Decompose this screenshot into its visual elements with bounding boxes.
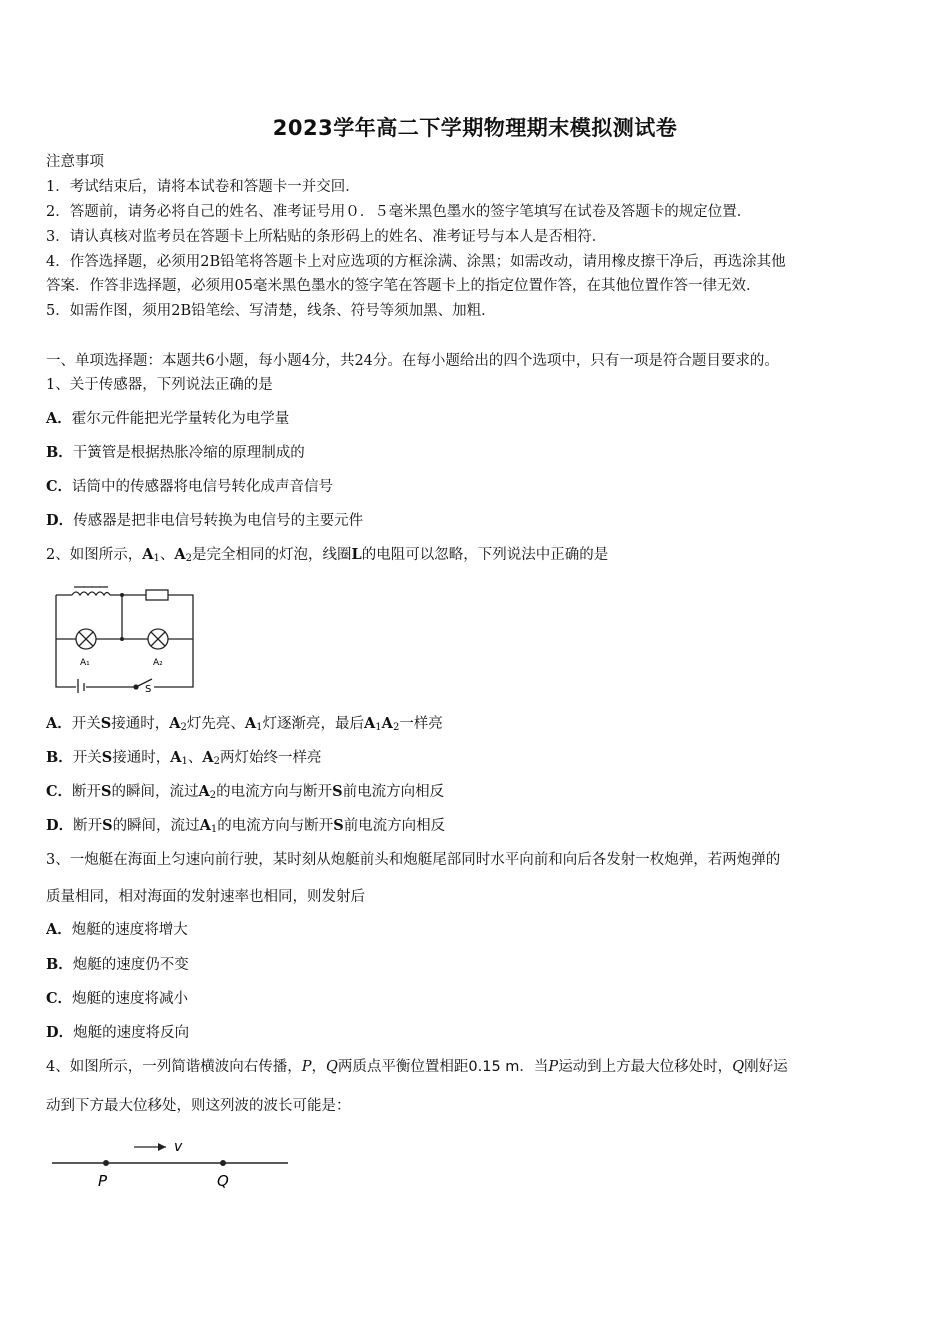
velocity-label: v [174,1139,183,1155]
notice-heading: 注意事项 [46,154,104,170]
option-label: D． [46,512,74,529]
option-text: 断开 [73,818,103,834]
option-text: 开关 [72,750,102,766]
option-text: 炮艇的速度仍不变 [72,957,189,973]
lamp-symbol: A [364,715,376,732]
question-2-stem [46,545,608,569]
switch-symbol: S [101,749,113,766]
option-label: C． [46,478,73,495]
section-heading: 一、单项选择题：本题共6小题，每小题4分，共24分。在每小题给出的四个选项中，只有一项是符合题目要求的。 [46,353,779,369]
notice-item: 答案．作答非选择题，必须用05毫米黑色墨水的签字笔在答题卡上的指定位置作答，在其他位置作答一律无效． [46,278,761,294]
notice-item: 4．作答选择题，必须用2B铅笔将答题卡上对应选项的方框涂满、涂黑；如需改动，请用橡皮擦干净后，再选涂其他 [46,254,786,270]
lamp-symbol: A [244,715,257,732]
q2-option-b [46,748,322,772]
switch-symbol: S [332,783,343,800]
subscript: 2 [213,756,221,767]
q1-option-b [46,443,305,463]
option-text: 炮艇的速度将增大 [71,922,188,938]
switch-symbol: S [100,715,112,732]
q3-option-b [46,955,189,975]
q3-option-d [46,1023,189,1043]
subscript: 2 [185,553,193,564]
stem-text: ， [311,1059,326,1075]
option-text: 霍尔元件能把光学量转化为电学量 [71,411,290,427]
subscript: 2 [392,722,400,733]
stem-text: 、 [159,547,175,563]
option-label: C． [46,990,73,1007]
point-q [220,1160,226,1166]
lamp-symbol: A [202,749,214,766]
point-p-label: P [98,1172,108,1190]
subscript: 1 [210,824,218,835]
option-text: 灯逐渐亮，最后 [262,716,365,732]
lamp-symbol: A [198,783,210,800]
option-text: 接通时， [111,716,170,732]
stem-text: 的电阻可以忽略，下列说法中正确的是 [361,547,609,563]
notice-item: 1．考试结束后，请将本试卷和答题卡一并交回． [46,179,360,195]
stem-text: 是完全相同的灯泡，线圈 [192,547,352,563]
circuit-diagram [50,583,200,693]
option-text: 传感器是把非电信号转换为电信号的主要元件 [73,513,364,529]
q2-option-d [46,816,445,840]
question-3-stem: 3、一炮艇在海面上匀速向前行驶，某时刻从炮艇前头和炮艇尾部同时水平向前和向后各发射一枚炮弹，若两炮弹的 [46,852,781,868]
question-1-stem: 1、关于传感器，下列说法正确的是 [46,377,273,393]
option-text: 前电流方向相反 [342,784,445,800]
inductor-coil [72,592,110,595]
point-symbol: Q [326,1059,338,1075]
q1-option-d [46,511,363,531]
point-p [103,1160,109,1166]
option-label: B． [46,444,73,461]
notice-item: 5．如需作图，须用2B铅笔绘、写清楚，线条、符号等须加黑、加粗． [46,303,496,319]
stem-text: 4、如图所示，一列简谐横波向右传播， [46,1059,302,1075]
question-4-stem [46,1057,788,1077]
option-label: C． [46,783,73,800]
stem-text: 2、如图所示， [46,547,143,563]
subscript: 1 [256,722,263,733]
junction-dot [120,593,124,597]
subscript: 1 [153,553,160,564]
lamp-symbol: A [199,817,211,834]
option-text: 两灯始终一样亮 [220,750,322,766]
option-label: B． [46,749,73,766]
lamp-symbol: A [174,546,186,563]
question-4-stem-cont: 动到下方最大位移处，则这列波的波长可能是： [46,1098,351,1114]
notice-item: 2．答题前，请务必将自己的姓名、准考证号用０．５毫米黑色墨水的签字笔填写在试卷及答题卡的规定位置． [46,204,752,220]
distance-value: 0.15 m [468,1059,520,1075]
q3-option-a [46,920,188,940]
notice-item: 3．请认真核对监考员在答题卡上所粘贴的条形码上的姓名、准考证号与本人是否相符． [46,229,607,245]
option-text: 炮艇的速度将反向 [73,1025,190,1041]
q1-option-c [46,477,333,497]
resistor [146,590,168,600]
option-text: 的瞬间，流过 [112,818,200,834]
option-label: D． [46,1024,74,1041]
subscript: 1 [375,722,382,733]
option-text: 一样亮 [399,716,443,732]
option-text: 话筒中的传感器将电信号转化成声音信号 [72,479,334,495]
option-text: 开关 [71,716,101,732]
point-symbol: P [301,1059,312,1075]
subscript: 1 [181,756,188,767]
option-label: A． [46,715,72,732]
lamp-symbol: A [381,715,393,732]
question-3-stem-cont: 质量相同，相对海面的发射速率也相同，则发射后 [46,889,365,905]
option-text: 干簧管是根据热胀冷缩的原理制成的 [72,445,305,461]
switch-symbol: S [102,817,113,834]
lamp-symbol: A [170,749,182,766]
switch-symbol: S [333,817,344,834]
label-a1: A₁ [80,658,90,668]
q2-option-c [46,782,444,806]
velocity-arrowhead [158,1143,166,1151]
label-a2: A₂ [153,658,163,668]
option-text: 的瞬间，流过 [111,784,199,800]
option-label: A． [46,410,72,427]
lamp-symbol: A [142,546,154,563]
stem-text: 刚好运 [744,1059,788,1075]
option-text: 的电流方向与断开 [217,818,334,834]
option-text: 灯先亮、 [186,716,245,732]
option-text: 接通时， [112,750,171,766]
subscript: 2 [180,722,187,733]
stem-text: 运动到上方最大位移处时， [558,1059,733,1075]
option-text: 的电流方向与断开 [216,784,333,800]
q3-option-c [46,989,188,1009]
lamp-symbol: A [169,715,181,732]
option-label: A． [46,921,72,938]
point-q-label: Q [217,1172,229,1190]
point-symbol: P [548,1059,559,1075]
option-text: 断开 [72,784,102,800]
switch-symbol: S [101,783,112,800]
subscript: 2 [209,790,217,801]
page-title: 2023学年高二下学期物理期末模拟测试卷 [272,116,678,140]
q2-option-a [46,714,443,738]
label-s: S [145,684,152,693]
option-label: D． [46,817,74,834]
option-label: B． [46,956,73,973]
option-text: 炮艇的速度将减小 [72,991,189,1007]
point-symbol: Q [732,1059,745,1075]
coil-symbol: L [351,546,362,563]
option-text: 、 [187,750,203,766]
option-text: 前电流方向相反 [343,818,446,834]
q1-option-a [46,409,289,429]
stem-text: 两质点平衡位置相距 [337,1059,469,1075]
wave-diagram [48,1134,293,1194]
junction-dot [120,637,124,641]
stem-text: ．当 [519,1059,549,1075]
